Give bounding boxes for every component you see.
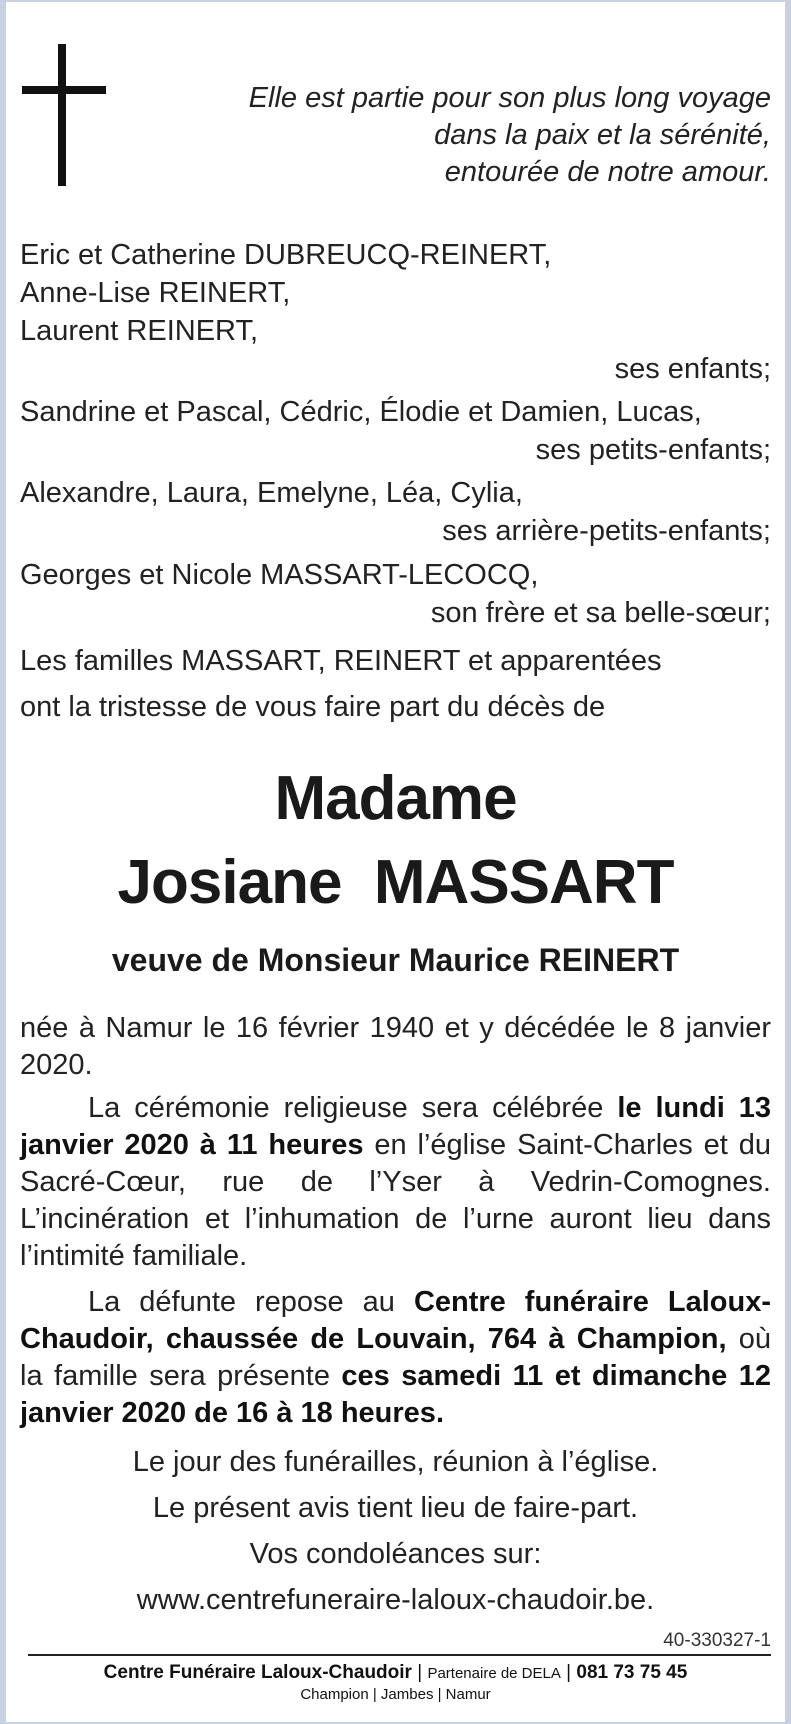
deceased-title: Madame <box>274 764 517 833</box>
ceremony-details: en l’église Saint-Charles et du Sacré-Cœur, rue de l’Yser à Vedrin-Comognes. L’incinération et l’inhumation de l’urne auront lieu dans l’intimité familiale. <box>20 1129 771 1272</box>
great-grandchildren-role: ses arrière-petits-enfants; <box>442 515 771 547</box>
children-name: Eric et Catherine DUBREUCQ-REINERT, <box>20 239 552 271</box>
children-name: Anne-Lise REINERT, <box>20 277 291 309</box>
footer-locations: Champion | Jambes | Namur <box>300 1686 491 1703</box>
closing-line: Vos condoléances sur: <box>249 1538 542 1570</box>
birth-death-paragraph: née à Namur le 16 février 1940 et y décédée le 8 janvier 2020. <box>20 1012 771 1081</box>
condolences-url: www.centrefuneraire-laloux-chaudoir.be. <box>136 1584 655 1616</box>
visitation-intro: La défunte repose au <box>88 1286 414 1318</box>
children-name: Laurent REINERT, <box>20 315 259 347</box>
ceremony-intro: La cérémonie religieuse sera célébrée <box>88 1092 618 1124</box>
reference-number: 40-330327-1 <box>663 1630 771 1651</box>
visitation-dates: ces samedi 11 et dimanche 12 janvier 2020 de 16 à 18 heures. <box>20 1360 771 1429</box>
visitation-paragraph <box>20 1284 771 1432</box>
footer-company: Centre Funéraire Laloux-Chaudoir <box>103 1662 412 1683</box>
footer-partner: Partenaire de DELA <box>427 1665 561 1682</box>
footer-phone: 081 73 75 45 <box>576 1662 688 1683</box>
epitaph <box>249 80 771 191</box>
siblings-role: son frère et sa belle-sœur; <box>430 597 771 629</box>
deceased-name: Josiane MASSART <box>117 848 674 917</box>
visitation-mid: où la famille sera présente <box>20 1323 771 1392</box>
great-grandchildren-names: Alexandre, Laura, Emelyne, Léa, Cylia, <box>20 477 523 509</box>
footer-company-line <box>6 1661 785 1686</box>
grandchildren-names: Sandrine et Pascal, Cédric, Élodie et Damien, Lucas, <box>20 396 702 428</box>
footer-separator: | <box>566 1662 572 1683</box>
epitaph-line: entourée de notre amour. <box>444 156 771 188</box>
ceremony-paragraph <box>20 1090 771 1275</box>
ceremony-date: le lundi 13 janvier 2020 à 11 heures <box>20 1092 771 1161</box>
children-role: ses enfants; <box>614 353 771 385</box>
epitaph-line: Elle est partie pour son plus long voyage <box>248 82 771 114</box>
closing-line: Le jour des funérailles, réunion à l’église. <box>132 1446 659 1478</box>
footer-divider <box>28 1654 771 1656</box>
cross-icon <box>22 44 106 186</box>
visitation-place: Centre funéraire Laloux-Chaudoir, chaussée de Louvain, 764 à Champion, <box>20 1286 772 1355</box>
announcement-line: ont la tristesse de vous faire part du décès de <box>20 691 606 723</box>
closing-line: Le présent avis tient lieu de faire-part. <box>152 1492 639 1524</box>
footer-separator: | <box>417 1662 423 1683</box>
siblings-names: Georges et Nicole MASSART-LECOCQ, <box>20 559 539 591</box>
grandchildren-role: ses petits-enfants; <box>535 434 771 466</box>
epitaph-line: dans la paix et la sérénité, <box>434 119 771 151</box>
widow-of: veuve de Monsieur Maurice REINERT <box>111 942 680 978</box>
families-line: Les familles MASSART, REINERT et apparentées <box>20 645 662 677</box>
